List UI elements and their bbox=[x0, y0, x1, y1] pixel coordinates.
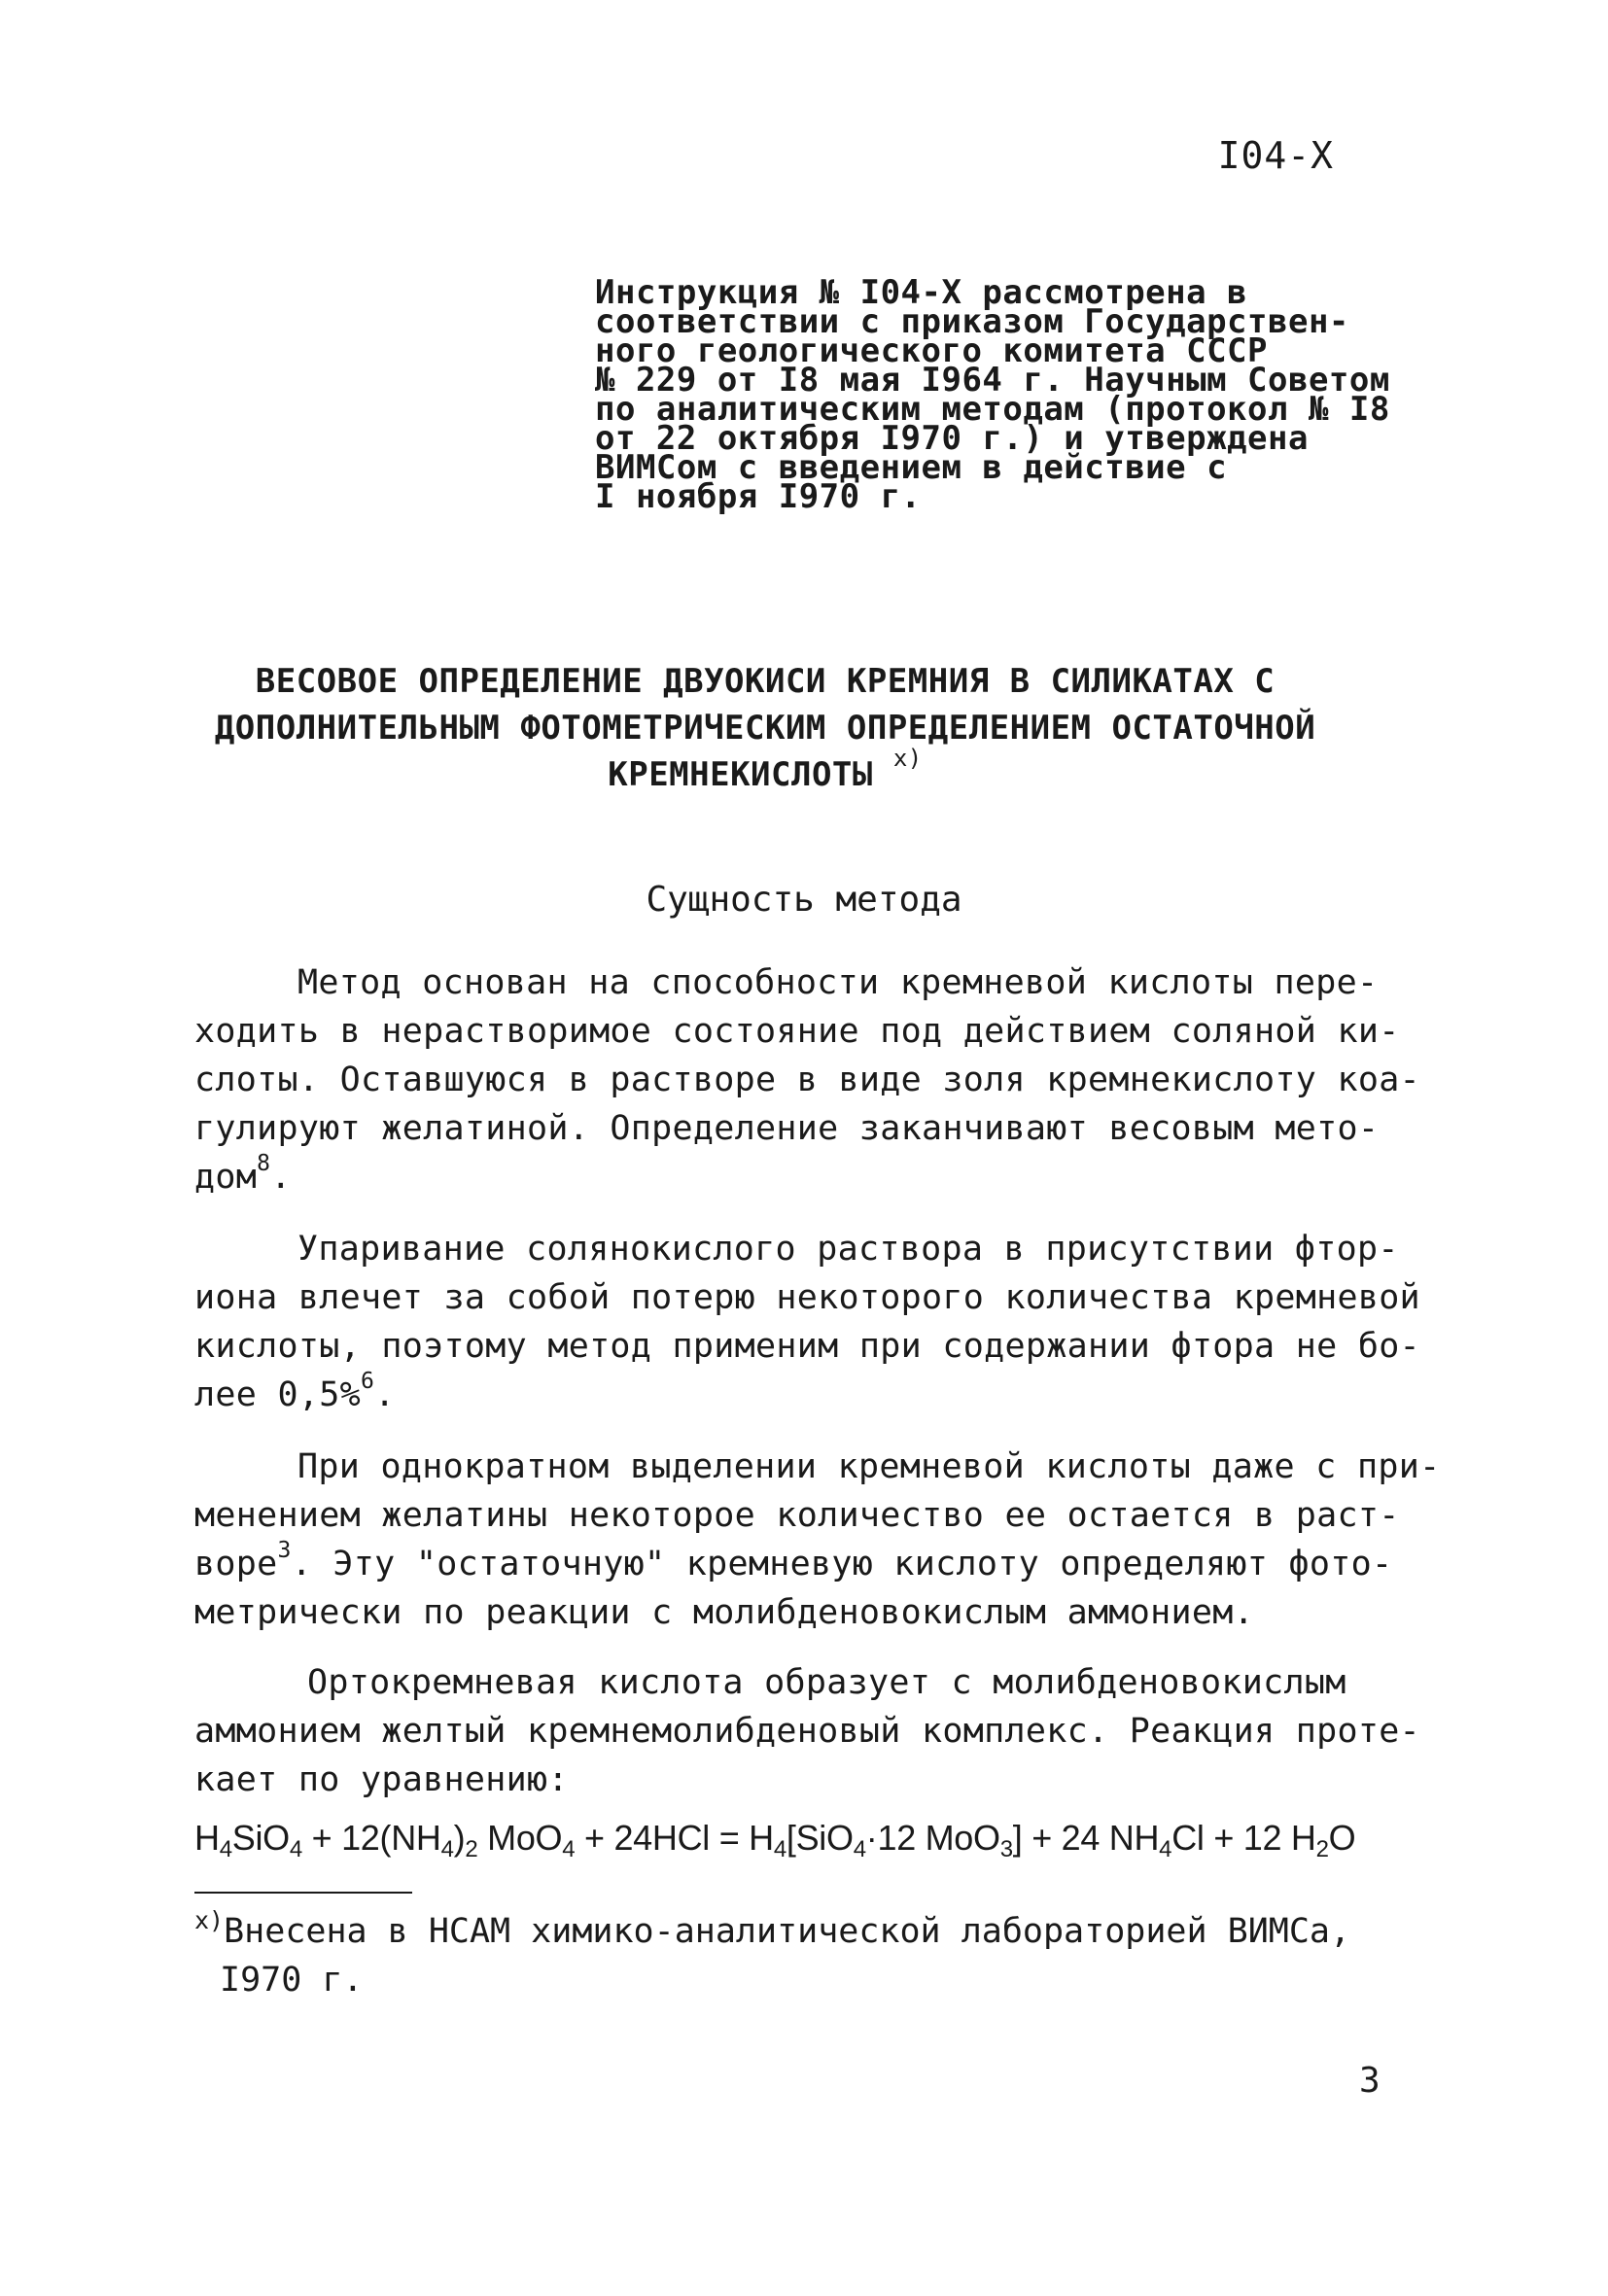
title-line: ДОПОЛНИТЕЛЬНЫМ ФОТОМЕТРИЧЕСКИМ ОПРЕДЕЛЕНИЕМ ОСТАТОЧНОЙ bbox=[214, 709, 1316, 748]
title-line bbox=[156, 745, 1375, 798]
approval-line: ного геологического комитета СССР bbox=[595, 331, 1269, 370]
line-text: дом bbox=[194, 1158, 258, 1197]
eq-part: H bbox=[194, 1818, 220, 1858]
eq-part: Cl + 12 H bbox=[1171, 1818, 1316, 1858]
title-footnote-mark: x) bbox=[892, 745, 923, 772]
eq-subscript: 4 bbox=[773, 1836, 787, 1862]
eq-subscript: 4 bbox=[853, 1836, 866, 1862]
paragraph-residual-silica bbox=[194, 1443, 1441, 1637]
paragraph-method-basis bbox=[194, 958, 1420, 1201]
paragraph-line: кает по уравнению: bbox=[194, 1760, 569, 1799]
paragraph-line: метрически по реакции с молибденовокислым аммонием. bbox=[194, 1593, 1254, 1632]
paragraph-line: Ортокремневая кислота образует с молибденовокислым bbox=[307, 1663, 1346, 1702]
eq-subscript: 3 bbox=[999, 1836, 1013, 1862]
document-title bbox=[156, 658, 1375, 798]
approval-line: ВИМСом с введением в действие с bbox=[595, 448, 1228, 487]
paragraph-line: гулируют желатиной. Определение заканчивают весовым мето- bbox=[194, 1109, 1380, 1148]
footnote-line: I970 г. bbox=[220, 1961, 364, 2000]
eq-subscript: 4 bbox=[562, 1836, 576, 1862]
title-line: ВЕСОВОЕ ОПРЕДЕЛЕНИЕ ДВУОКИСИ КРЕМНИЯ В СИЛИКАТАХ С bbox=[255, 662, 1276, 701]
eq-part: O bbox=[1328, 1818, 1356, 1858]
paragraph-line: иона влечет за собой потерю некоторого количества кремневой bbox=[194, 1278, 1420, 1317]
footnote-line bbox=[194, 1907, 1458, 1956]
line-text: воре bbox=[194, 1545, 278, 1583]
paragraph-line: При однократном выделении кремневой кислоты даже с при- bbox=[297, 1447, 1441, 1486]
footnote bbox=[194, 1907, 1458, 2004]
eq-part: SiO bbox=[231, 1818, 290, 1858]
paragraph-line: ходить в нерастворимое состояние под действием соляной ки- bbox=[194, 1012, 1400, 1051]
approval-line: соответствии с приказом Государствен- bbox=[595, 302, 1349, 341]
approval-line: от 22 октября I970 г.) и утверждена bbox=[595, 419, 1309, 458]
page-number: 3 bbox=[1359, 2061, 1381, 2101]
paragraph-line: Упаривание солянокислого раствора в присутствии фтор- bbox=[297, 1230, 1399, 1269]
eq-subscript: 2 bbox=[465, 1836, 478, 1862]
paragraph-line bbox=[194, 1540, 1400, 1588]
reference-mark: 8 bbox=[257, 1151, 271, 1176]
chemical-equation bbox=[194, 1818, 1356, 1862]
approval-line: по аналитическим методам (протокол № I8 bbox=[595, 390, 1390, 429]
footnote-divider bbox=[194, 1892, 412, 1894]
eq-subscript: 2 bbox=[1315, 1836, 1329, 1862]
line-text: . bbox=[374, 1375, 396, 1414]
paragraph-line: аммонием желтый кремнемолибденовый комплекс. Реакция проте- bbox=[194, 1712, 1420, 1751]
footnote-text: Внесена в НСАМ химико-аналитической лабораторией ВИМСа, bbox=[224, 1912, 1351, 1951]
paragraph-reaction bbox=[194, 1658, 1420, 1804]
paragraph-fluorine bbox=[194, 1225, 1420, 1419]
reference-mark: 6 bbox=[360, 1369, 375, 1394]
paragraph-line bbox=[194, 1153, 1400, 1201]
eq-part: + 12(NH bbox=[301, 1818, 441, 1858]
section-heading: Сущность метода bbox=[646, 880, 962, 920]
eq-part: [SiO bbox=[786, 1818, 854, 1858]
line-text: . bbox=[270, 1158, 292, 1197]
paragraph-line: Метод основан на способности кремневой кислоты пере- bbox=[297, 963, 1379, 1002]
eq-subscript: 4 bbox=[289, 1836, 302, 1862]
reference-mark: 3 bbox=[277, 1538, 292, 1563]
eq-part: ·12 MoO bbox=[865, 1818, 1000, 1858]
eq-subscript: 4 bbox=[440, 1836, 454, 1862]
footnote-mark: x) bbox=[194, 1906, 225, 1934]
eq-subscript: 4 bbox=[219, 1836, 232, 1862]
approval-line: Инструкция № I04-X рассмотрена в bbox=[595, 273, 1248, 312]
line-text: . Эту "остаточную" кремневую кислоту определяют фото- bbox=[291, 1545, 1393, 1583]
paragraph-line bbox=[194, 1371, 1400, 1419]
paragraph-line: менением желатины некоторое количество ее остается в раст- bbox=[194, 1496, 1400, 1535]
eq-subscript: 4 bbox=[1159, 1836, 1172, 1862]
paragraph-line: кислоты, поэтому метод применим при содержании фтора не бо- bbox=[194, 1327, 1420, 1366]
eq-part: ) bbox=[453, 1818, 466, 1858]
eq-part: + 24HCl = H bbox=[575, 1818, 774, 1858]
approval-note bbox=[595, 273, 1421, 516]
title-line-text: КРЕМНЕКИСЛОТЫ bbox=[608, 755, 873, 794]
approval-line: № 229 от I8 мая I964 г. Научным Советом bbox=[595, 361, 1390, 400]
document-code: I04-X bbox=[1217, 134, 1334, 177]
line-text: лее 0,5% bbox=[194, 1375, 361, 1414]
eq-part: ] + 24 NH bbox=[1012, 1818, 1160, 1858]
eq-part: MoO bbox=[477, 1818, 563, 1858]
approval-line: I ноября I970 г. bbox=[595, 477, 922, 516]
paragraph-line: слоты. Оставшуюся в растворе в виде золя кремнекислоту коа- bbox=[194, 1061, 1420, 1099]
